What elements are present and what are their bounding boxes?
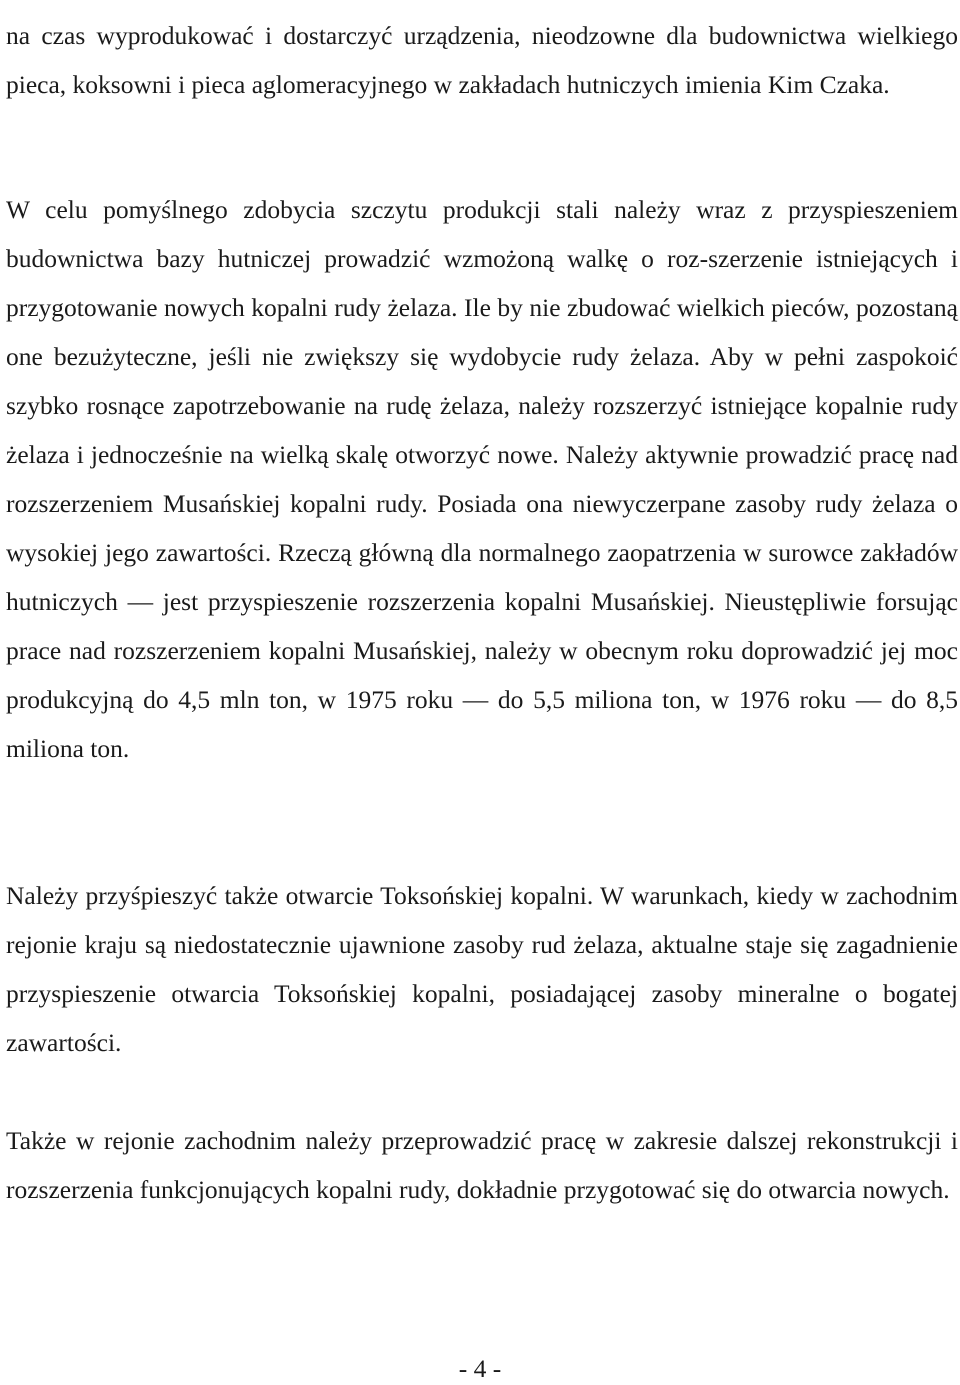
- paragraph-2: W celu pomyślnego zdobycia szczytu produkcji stali należy wraz z przyspieszeniem budownictwa bazy hutniczej prowadzić wzmożoną walkę o roz-szerzenie istniejących i przygotowanie nowych kopalni rudy żelaza. Ile by nie zbudować wielkich pieców, pozostaną one bezużyteczne, jeśli nie zwiększy się wydobycie rudy żelaza. Aby w pełni zaspokoić szybko rosnące zapotrzebowanie na rudę żelaza, należy rozszerzyć istniejące kopalnie rudy żelaza i jednocześnie na wielką skalę otworzyć nowe. Należy aktywnie prowadzić pracę nad rozszerzeniem Musańskiej kopalni rudy. Posiada ona niewyczerpane zasoby rudy żelaza o wysokiej jego zawartości. Rzeczą główną dla normalnego zaopatrzenia w surowce zakładów hutniczych — jest przyspieszenie rozszerzenia kopalni Musańskiej. Nieustępliwie forsując prace nad rozszerzeniem kopalni Musańskiej, należy w obecnym roku doprowadzić jej moc produkcyjną do 4,5 mln ton, w 1975 roku — do 5,5 miliona ton, w 1976 roku — do 8,5 miliona ton.: [6, 195, 958, 763]
- page-number: - 4 -: [458, 1354, 502, 1383]
- paragraph-3: Należy przyśpieszyć także otwarcie Toksońskiej kopalni. W warunkach, kiedy w zachodnim rejonie kraju są niedostatecznie ujawnione zasoby rud żelaza, aktualne staje się zagadnienie przyspieszenie otwarcia Toksońskiej kopalni, posiadającej zasoby mineralne o bogatej zawartości.: [6, 881, 958, 1057]
- paragraph-1: na czas wyprodukować i dostarczyć urządzenia, nieodzowne dla budownictwa wielkiego pieca, koksowni i pieca aglomeracyjnego w zakładach hutniczych imienia Kim Czaka.: [6, 21, 958, 99]
- paragraph-4: Także w rejonie zachodnim należy przeprowadzić pracę w zakresie dalszej rekonstrukcji i rozszerzenia funkcjonujących kopalni rudy, dokładnie przygotować się do otwarcia nowych.: [6, 1126, 958, 1204]
